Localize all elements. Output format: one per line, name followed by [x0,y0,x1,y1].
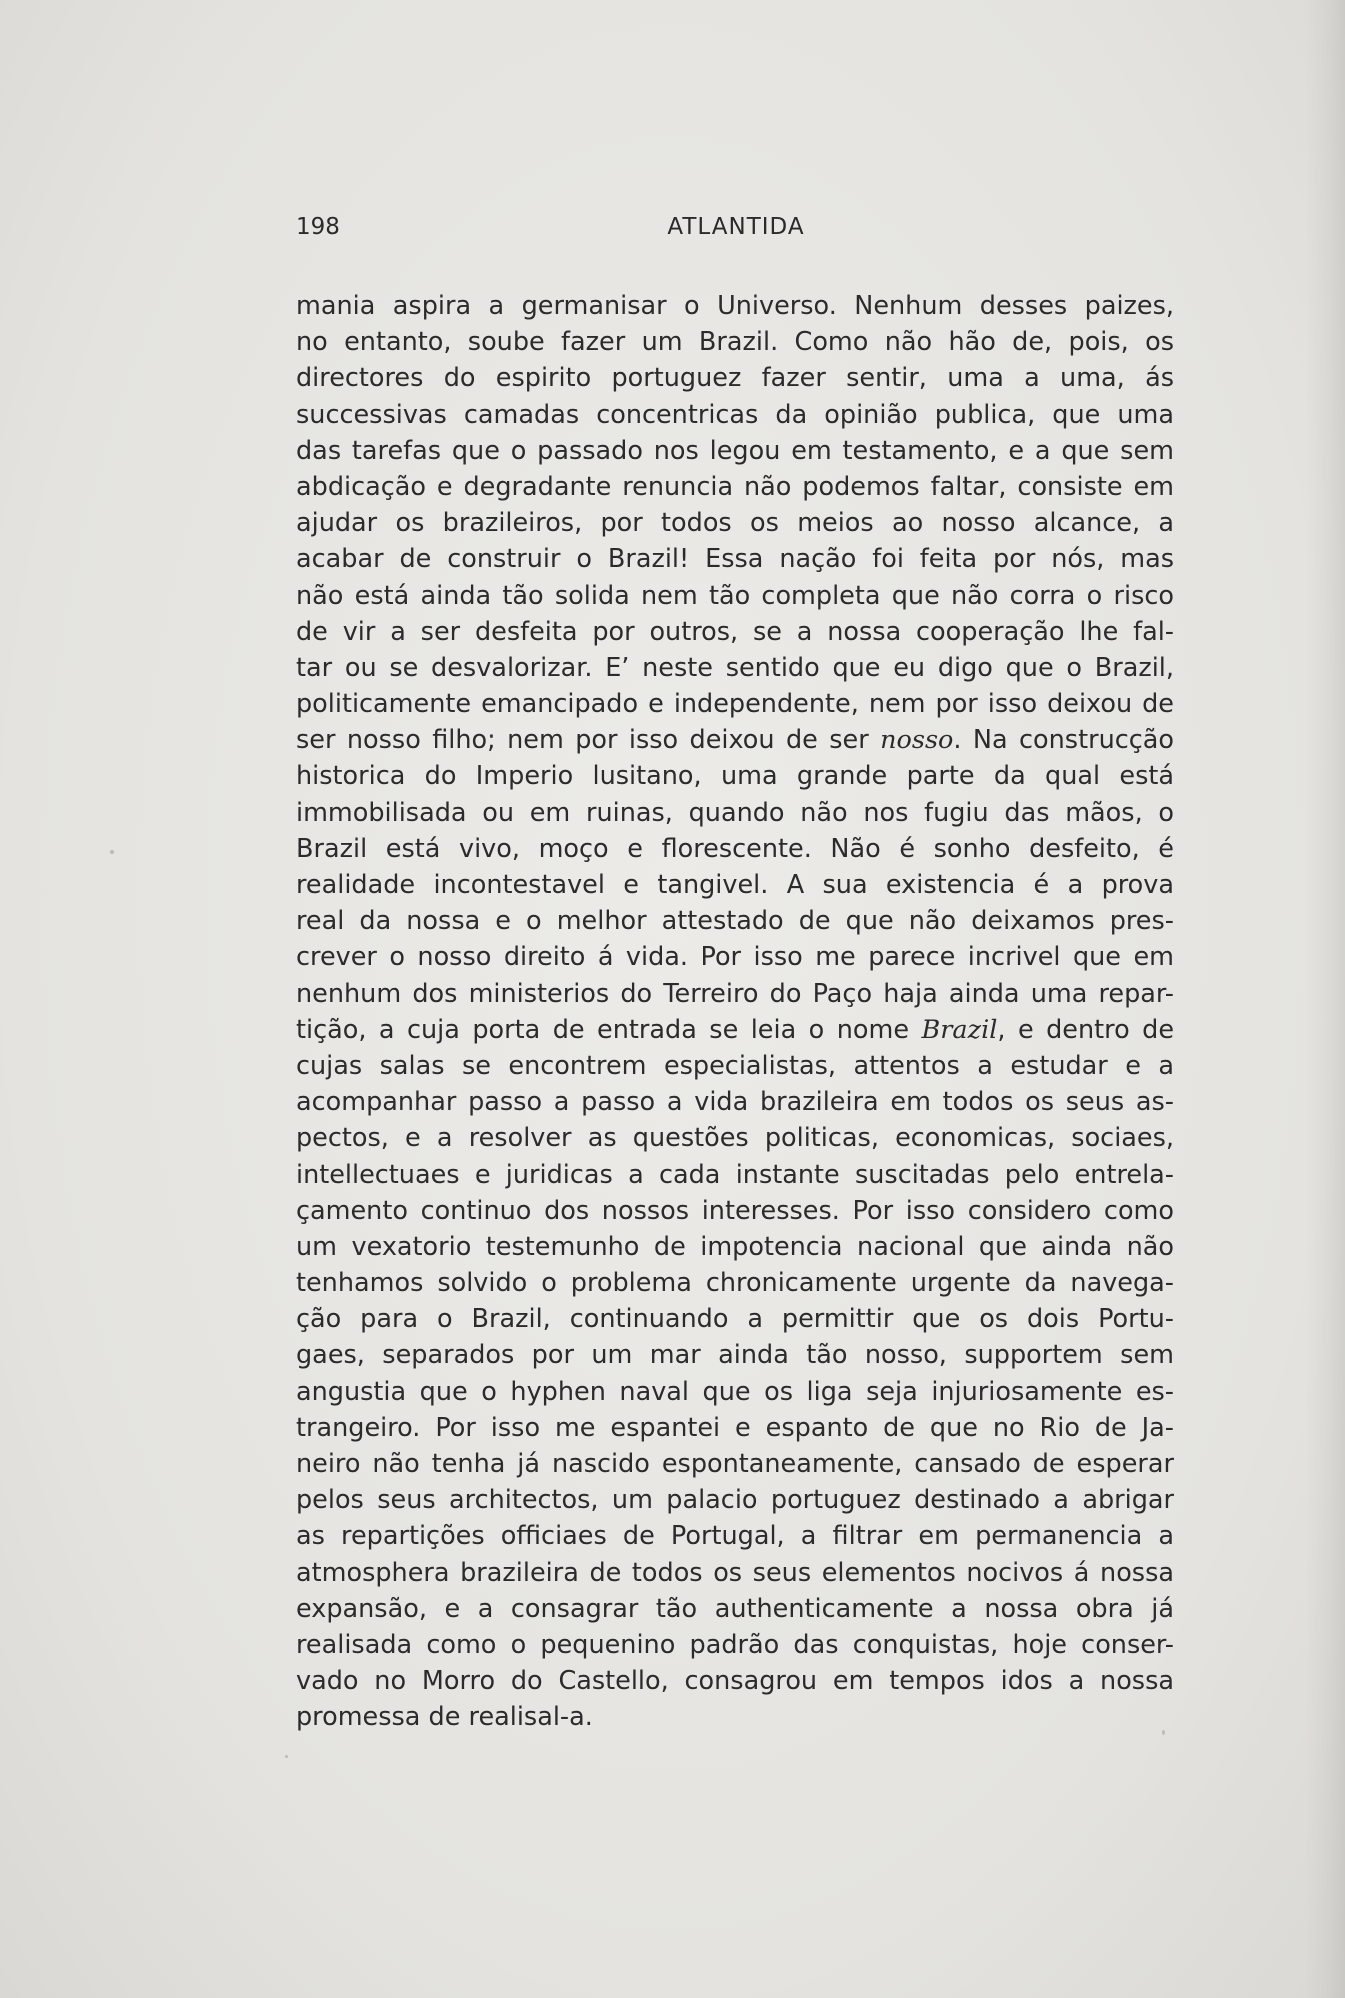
text-line [296,1627,1174,1663]
text-segment: tição, a cuja porta de entrada se leia o nome [296,1014,922,1045]
text-segment: pelos seus architectos, um palacio portuguez destinado a abrigar [296,1485,1174,1516]
text-line [296,1446,1174,1482]
text-segment: gaes, separados por um mar ainda tão nosso, supportem sem [296,1340,1174,1371]
text-line [296,433,1174,469]
text-segment: realidade incontestavel e tangivel. A sua existencia é a prova [296,870,1174,900]
text-segment: real da nossa e o melhor attestado de que não deixamos pres- [296,906,1174,937]
text-segment: abdicação e degradante renuncia não podemos faltar, consiste em [296,471,1174,502]
text-segment: ção para o Brazil, continuando a permittir que os dois Portu- [296,1304,1174,1335]
text-segment: um vexatorio testemunho de impotencia nacional que ainda não [296,1231,1174,1262]
text-line [296,722,1174,758]
text-line [296,1301,1174,1337]
running-head [296,214,1176,250]
text-segment: historica do Imperio lusitano, uma grande parte da qual está [296,761,1174,792]
text-line [296,1518,1174,1554]
text-line [296,1120,1174,1156]
text-segment: tar ou se desvalorizar. E’ neste sentido que eu digo que o Brazil, [296,652,1174,683]
paper-speck [285,1755,288,1758]
text-line [296,1048,1174,1084]
italic-text: nosso [880,725,954,756]
text-line [296,1482,1174,1518]
text-segment: politicamente emancipado e independente, nem por isso deixou de [296,689,1174,720]
text-line [296,324,1174,360]
text-line [296,976,1174,1012]
text-segment: expansão, e a consagrar tão authenticamente a nossa obra já [296,1593,1174,1624]
text-line [296,288,1174,324]
text-line [296,1084,1174,1120]
text-line [296,1374,1174,1410]
text-line [296,939,1174,975]
text-segment: as repartições officiaes de Portugal, a filtrar em permanencia a [296,1521,1174,1552]
text-segment: directores do espirito portuguez fazer sentir, uma a uma, ás [296,363,1174,394]
page-edge-shadow [1305,0,1345,1998]
text-line [296,360,1174,396]
text-segment: Brazil está vivo, moço e florescente. Não é sonho desfeito, é [296,833,1174,864]
text-line [296,1157,1174,1193]
text-line [296,1555,1174,1591]
text-line [296,867,1174,903]
journal-title: ATLANTIDA [667,214,805,240]
text-line [296,1337,1174,1373]
text-segment: tenhamos solvido o problema chronicamente urgente da navega- [296,1268,1174,1299]
text-segment: crever o nosso direito á vida. Por isso me parece incrivel que em [296,942,1174,973]
text-segment: successivas camadas concentricas da opinião publica, que uma [296,399,1174,430]
text-line [296,903,1174,939]
text-line [296,1012,1174,1048]
text-line [296,1699,1174,1735]
text-line [296,1663,1174,1699]
text-segment: no entanto, soube fazer um Brazil. Como não hão de, pois, os [296,327,1174,358]
text-segment: vado no Morro do Castello, consagrou em tempos idos a nossa [296,1666,1174,1697]
text-line [296,541,1174,577]
text-segment: . Na construcção [953,725,1174,756]
page-number: 198 [296,214,340,240]
text-segment: ser nosso filho; nem por isso deixou de ser [296,725,881,756]
text-line [296,758,1174,794]
text-line [296,1265,1174,1301]
text-segment: pectos, e a resolver as questões politicas, economicas, sociaes, [296,1123,1174,1154]
text-line [296,614,1174,650]
body-paragraph [296,288,1174,1736]
text-line [296,686,1174,722]
text-segment: trangeiro. Por isso me espantei e espanto de que no Rio de Ja- [296,1412,1174,1443]
text-line [296,1591,1174,1627]
text-segment: nenhum dos ministerios do Terreiro do Paço haja ainda uma repar- [296,978,1174,1009]
text-segment: angustia que o hyphen naval que os liga seja injuriosamente es- [296,1376,1174,1407]
paper-speck [110,850,114,854]
text-segment: , e dentro de [997,1014,1175,1045]
text-segment: não está ainda tão solida nem tão completa que não corra o risco [296,580,1174,611]
text-segment: acompanhar passo a passo a vida brazileira em todos os seus as- [296,1087,1174,1118]
text-segment: de vir a ser desfeita por outros, se a nossa cooperação lhe fal- [296,616,1174,647]
text-line [296,578,1174,614]
text-line [296,1193,1174,1229]
text-segment: promessa de realisal-a. [296,1702,593,1733]
text-line [296,505,1174,541]
text-segment: intellectuaes e juridicas a cada instante suscitadas pelo entrela- [296,1159,1174,1190]
text-segment: mania aspira a germanisar o Universo. Nenhum desses paizes, [296,291,1174,321]
text-segment: ajudar os brazileiros, por todos os meios ao nosso alcance, a [296,508,1174,539]
text-segment: das tarefas que o passado nos legou em testamento, e a que sem [296,435,1174,466]
text-line [296,1410,1174,1446]
text-segment: realisada como o pequenino padrão das conquistas, hoje conser- [296,1629,1174,1660]
text-segment: atmosphera brazileira de todos os seus elementos nocivos á nossa [296,1557,1174,1588]
text-segment: immobilisada ou em ruinas, quando não nos fugiu das mãos, o [296,797,1174,828]
text-line [296,1229,1174,1265]
text-line [296,831,1174,867]
text-segment: cujas salas se encontrem especialistas, attentos a estudar e a [296,1050,1174,1081]
text-segment: neiro não tenha já nascido espontaneamente, cansado de esperar [296,1449,1174,1479]
text-line [296,795,1174,831]
text-segment: çamento continuo dos nossos interesses. Por isso considero como [296,1195,1174,1226]
text-segment: acabar de construir o Brazil! Essa nação foi feita por nós, mas [296,544,1174,575]
text-line [296,397,1174,433]
italic-text: Brazil [921,1014,998,1045]
text-line [296,650,1174,686]
text-line [296,469,1174,505]
